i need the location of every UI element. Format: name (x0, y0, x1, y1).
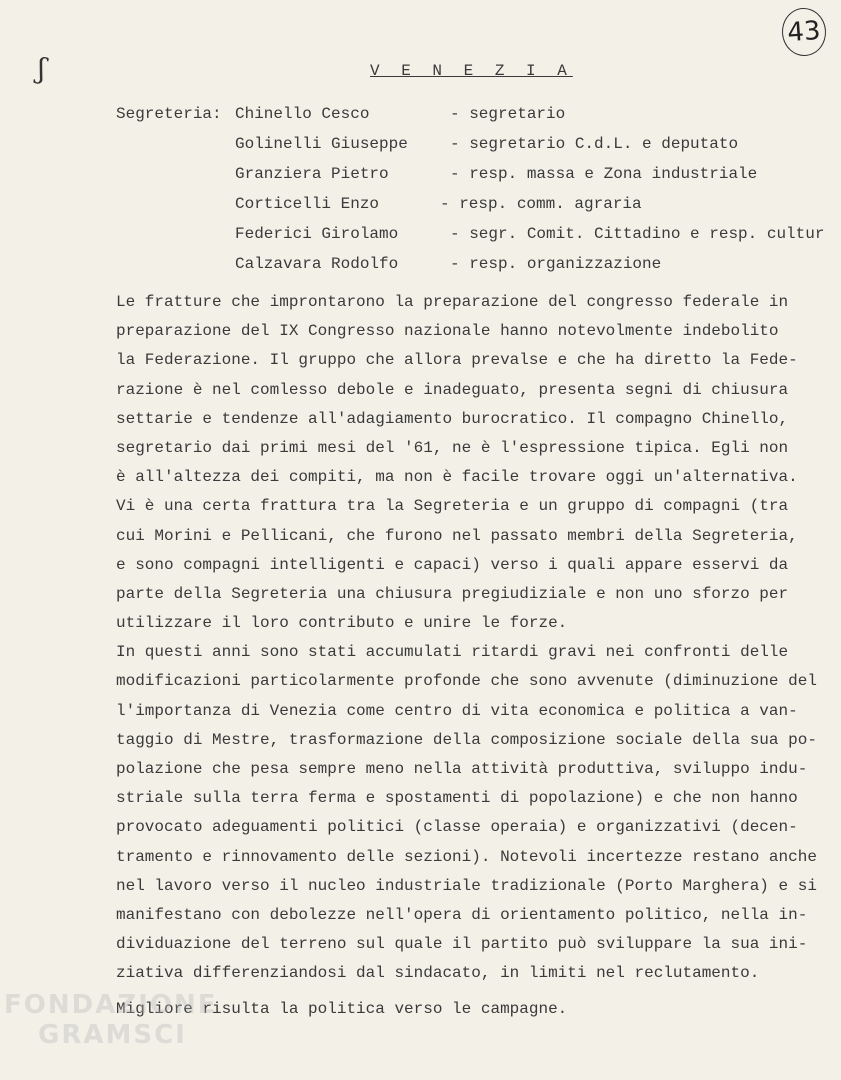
member-name: Golinelli Giuseppe (235, 135, 408, 153)
watermark-logo (4, 990, 217, 1050)
body-line: preparazione del IX Congresso nazionale hanno notevolmente indebolito (116, 322, 779, 341)
body-line: taggio di Mestre, trasformazione della composizione sociale della sua po- (116, 730, 817, 749)
member-name: Federici Girolamo (235, 225, 399, 243)
body-line: manifestano con debolezze nell'opera di orientamento politico, nella in- (116, 905, 808, 924)
member-role: - segretario C.d.L. e deputato (450, 135, 739, 153)
page-number: 43 (780, 7, 827, 58)
body-line: polazione che pesa sempre meno nella attività produttiva, sviluppo indu- (116, 760, 808, 778)
body-line: parte della Segreteria una chiusura pregiudiziale e non uno sforzo per (116, 584, 789, 603)
body-line: cui Morini e Pellicani, che furono nel passato membri della Segreteria, (116, 526, 798, 545)
body-line: e sono compagni intelligenti e capaci) verso i quali appare esservi da (116, 555, 789, 574)
body-text (116, 288, 841, 989)
body-line: tramento e rinnovamento delle sezioni). Notevoli incertezze restano anche (116, 847, 817, 866)
member-name: Calzavara Rodolfo (235, 255, 399, 273)
body-line: razione è nel comlesso debole e inadeguato, presenta segni di chiusura (116, 380, 789, 399)
member-name: Granziera Pietro (235, 165, 389, 183)
body-line: la Federazione. Il gruppo che allora prevalse e che ha diretto la Fede- (116, 351, 798, 370)
body-line: utilizzare il loro contributo e unire le forze. (116, 614, 568, 633)
body-line: è all'altezza dei compiti, ma non è facile trovare oggi un'alternativa. (116, 468, 798, 487)
member-role: - segretario (450, 105, 566, 123)
body-line: modificazioni particolarmente profonde che sono avvenute (diminuzione del (116, 672, 817, 691)
watermark-line: FONDAZIONE (4, 990, 218, 1020)
member-role: - resp. organizzazione (450, 255, 662, 273)
body-line: Le fratture che improntarono la preparazione del congresso federale in (116, 293, 789, 311)
member-role: - resp. massa e Zona industriale (450, 165, 758, 183)
body-line: dividuazione del terreno sul quale il partito può sviluppare la sua ini- (116, 935, 808, 954)
document-title: V E N E Z I A (370, 62, 573, 80)
body-line: In questi anni sono stati accumulati ritardi gravi nei confronti delle (116, 643, 789, 662)
member-name: Chinello Cesco (235, 105, 370, 123)
closing-line: Migliore risulta la politica verso le campagne. (116, 1000, 568, 1018)
member-name: Corticelli Enzo (235, 195, 380, 213)
body-line: nel lavoro verso il nucleo industriale tradizionale (Porto Marghera) e si (116, 876, 817, 895)
body-line: Vi è una certa frattura tra la Segreteria e un gruppo di compagni (tra (116, 497, 789, 516)
member-role: - resp. comm. agraria (440, 195, 642, 213)
watermark-line: GRAMSCI (38, 1020, 187, 1050)
body-line: segretario dai primi mesi del '61, ne è l'espressione tipica. Egli non (116, 438, 789, 457)
body-line: striale sulla terra ferma e spostamenti di popolazione) e che non hanno (116, 789, 798, 808)
margin-mark: ʃ (35, 51, 48, 86)
body-line: l'importanza di Venezia come centro di vita economica e politica a van- (116, 701, 798, 720)
member-role: - segr. Comit. Cittadino e resp. cultur (450, 225, 825, 243)
body-line: provocato adeguamenti politici (classe operaia) e organizzativi (decen- (116, 818, 798, 837)
body-line: ziativa differenziandosi dal sindacato, in limiti nel reclutamento. (116, 964, 760, 983)
body-line: settarie e tendenze all'adagiamento burocratico. Il compagno Chinello, (116, 409, 789, 428)
secretariat-label: Segreteria: (116, 105, 222, 123)
